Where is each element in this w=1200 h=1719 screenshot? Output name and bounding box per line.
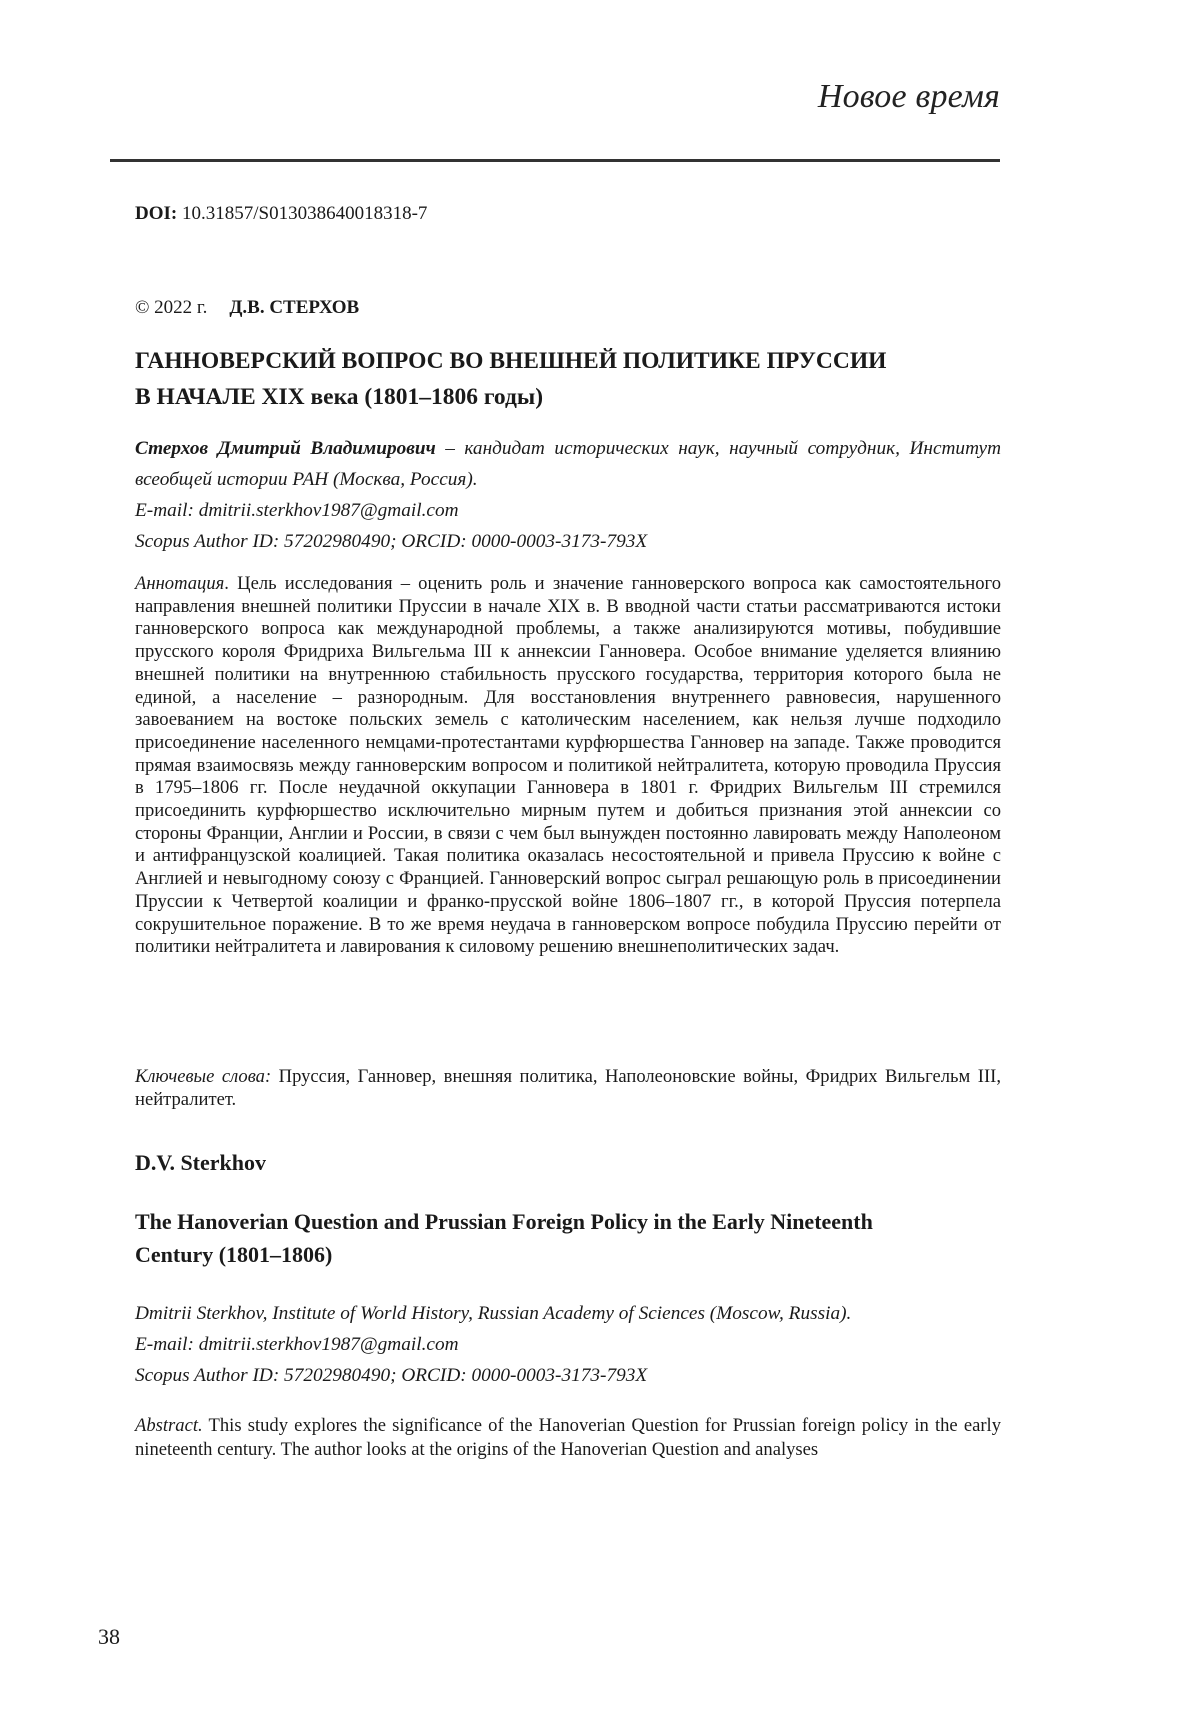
author-full-name-ru: Стерхов Дмитрий Владимирович [135,438,436,459]
abstract-en-text: This study explores the significance of the Hanoverian Question for Prussian foreign policy in the early nineteenth century. The author looks at the origins of the Hanoverian Question and analyses [135,1415,1001,1460]
author-ids-ru: Scopus Author ID: 57202980490; ORCID: 0000-0003-3173-793X [135,531,648,552]
doi-label: DOI: [135,203,178,224]
author-ids-en: Scopus Author ID: 57202980490; ORCID: 0000-0003-3173-793X [135,1365,648,1386]
title-ru-line-2: В НАЧАЛЕ XIX века (1801–1806 годы) [135,384,544,410]
author-affiliation-en [135,1298,1001,1391]
author-affiliation-en-line: Dmitrii Sterkhov, Institute of World History, Russian Academy of Sciences (Moscow, Russia). [135,1303,852,1324]
keywords-ru [135,1066,1001,1111]
title-ru-line-1: ГАННОВЕРСКИЙ ВОПРОС ВО ВНЕШНЕЙ ПОЛИТИКЕ ПРУССИИ [135,348,887,374]
title-en-line-2: Century (1801–1806) [135,1242,333,1267]
section-heading: Новое время [817,78,1000,115]
author-email-ru[interactable]: E-mail: dmitrii.sterkhov1987@gmail.com [135,500,459,521]
keywords-ru-text: Пруссия, Ганновер, внешняя политика, Наполеоновские войны, Фридрих Вильгельм III, нейтралитет. [135,1066,1002,1110]
abstract-ru-text: . Цель исследования – оценить роль и значение ганноверского вопроса как самостоятельного направления внешней политики Пруссии в начале XIX в. В вводной части статьи рассматриваются истоки ганноверского вопроса как международной проблемы, а также анализируются мотивы, побудившие прусского короля Фридриха Вильгельма III к аннексии Ганновера. Особое внимание уделяется влиянию внешней политики на внутреннюю стабильность прусского государства, территория которого была не единой, а население – разнородным. Для восстановления внутреннего равновесия, нарушенного завоеванием на востоке польских земель с католическим населением, как нельзя лучше подходило присоединение населенного немцами-протестантами курфюршества Ганновер на западе. Также проводится прямая взаимосвязь между ганноверским вопросом и политикой нейтралитета, которую проводила Пруссия в 1795–1806 гг. После неудачной оккупации Ганновера в 1801 г. Фридрих Вильгельм III стремился присоединить курфюршество исключительно мирным путем и добиться признания этой аннексии со стороны Франции, Англии и России, в связи с чем был вынужден постоянно лавировать между Наполеоном и антифранцузской коалицией. Такая политика оказалась несостоятельной и привела Пруссию к войне с Англией и невыгодному союзу с Францией. Ганноверский вопрос сыграл решающую роль в присоединении Пруссии к Четвертой коалиции и франко-прусской войне 1806–1807 гг., в которой Пруссия потерпела сокрушительное поражение. В то же время неудача в ганноверском вопросе побудила Пруссию перейти от политики нейтралитета и лавирования к силовому решению внешнеполитических задач. [135,573,1001,958]
header-divider [110,159,1000,162]
doi-value[interactable]: 10.31857/S013038640018318-7 [181,203,428,224]
doi-line [135,203,427,225]
abstract-ru-label: Аннотация [135,573,225,594]
title-en-line-1: The Hanoverian Question and Prussian Foreign Policy in the Early Nineteenth [135,1209,873,1234]
abstract-en [135,1414,1001,1462]
author-email-en[interactable]: E-mail: dmitrii.sterkhov1987@gmail.com [135,1334,459,1355]
article-title-ru [135,343,1001,415]
author-description-ru: – кандидат исторических наук, научный сотрудник, Институт всеобщей истории РАН (Москва, Россия). [135,438,1001,490]
copyright-year: © 2022 г. [135,297,208,318]
author-name-en: D.V. Sterkhov [135,1150,267,1175]
abstract-ru [135,573,1001,959]
author-affiliation-ru [135,433,1001,557]
abstract-en-label: Abstract. [135,1415,203,1436]
copyright-line [135,297,359,319]
article-title-en [135,1205,1001,1271]
page-number: 38 [98,1624,120,1649]
keywords-ru-label: Ключевые слова: [135,1066,272,1087]
author-name-ru: Д.В. СТЕРХОВ [229,297,360,318]
